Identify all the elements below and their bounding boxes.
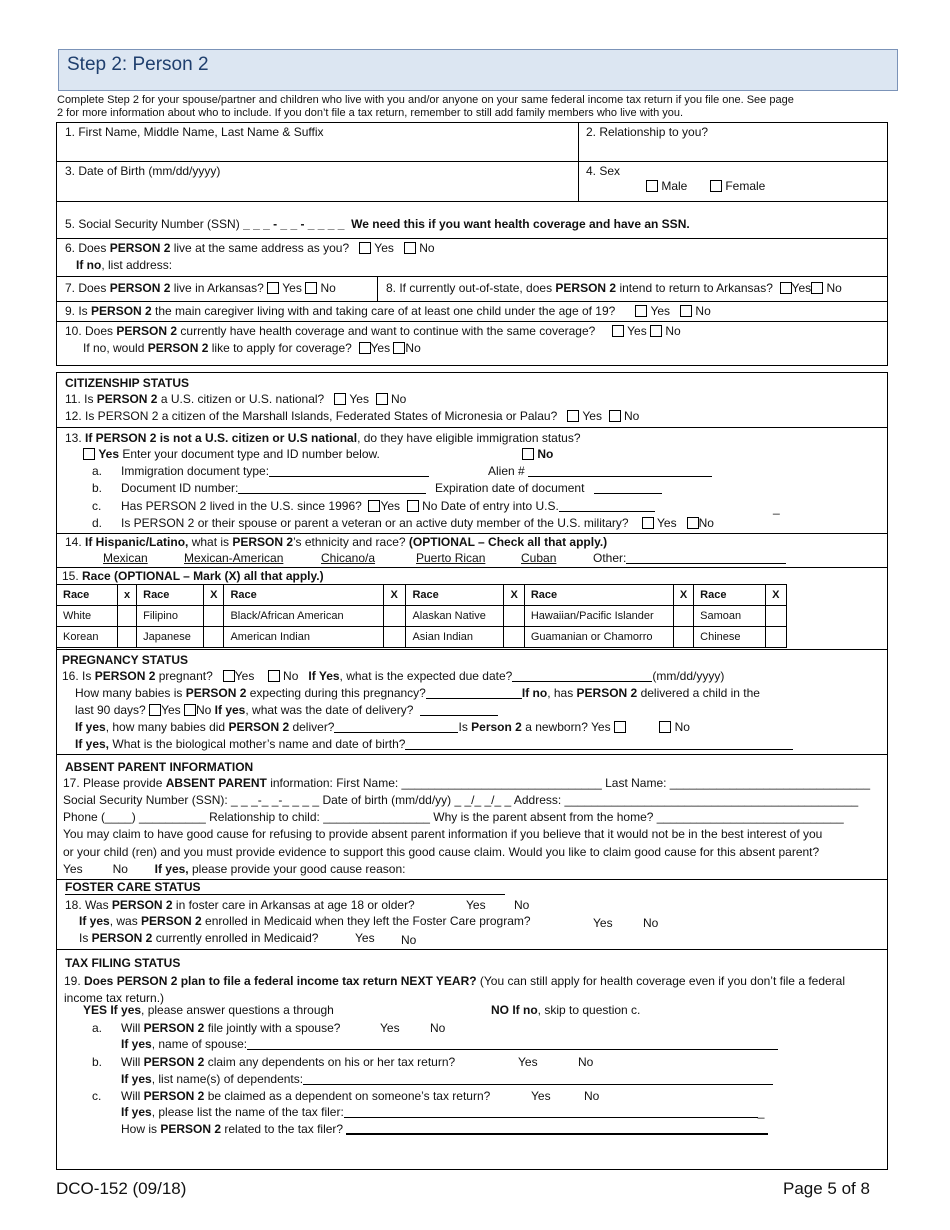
item-d-letter: d. xyxy=(92,516,103,530)
claim-dependents-no[interactable]: No xyxy=(578,1055,594,1069)
apply-coverage-no-checkbox[interactable] xyxy=(393,342,405,354)
race-mark-cell[interactable] xyxy=(673,627,693,648)
entry-date-tail: _ xyxy=(773,501,780,515)
tax-filer-relationship-field[interactable]: How is PERSON 2 related to the tax filer? xyxy=(121,1122,768,1137)
absent-parent-ssn-row[interactable]: Social Security Number (SSN): _ _ _-_ _-_ _ _ _ Date of birth (mm/dd/yy) _ _/_ _/_ _ Address: ____________________________________________ xyxy=(63,793,859,807)
tax-filing-question-cont: income tax return.) xyxy=(64,991,165,1005)
tax-filer-name-field[interactable]: If yes, please list the name of the tax filer: _ xyxy=(121,1105,765,1119)
coverage-no-checkbox[interactable] xyxy=(650,325,662,337)
current-medicaid-no[interactable]: No xyxy=(401,933,417,947)
absent-parent-phone-row[interactable]: Phone (____) __________ Relationship to child: ________________ Why is the parent absent from the home? ____________________________ xyxy=(63,810,844,824)
race-label: White xyxy=(57,606,118,627)
race-table-row xyxy=(57,606,787,627)
foster-care-question: 18. Was PERSON 2 in foster care in Arkansas at age 18 or older? xyxy=(65,898,415,912)
pregnant-no-checkbox[interactable] xyxy=(268,670,280,682)
sex-label: 4. Sex xyxy=(586,164,621,178)
immigration-yes-option[interactable]: Yes Enter your document type and ID number below. xyxy=(83,447,380,462)
return-arkansas-no-checkbox[interactable] xyxy=(811,282,823,294)
step-header xyxy=(58,49,898,91)
race-mark-cell[interactable] xyxy=(204,606,224,627)
ethnicity-option-mexican-american[interactable]: Mexican-American xyxy=(184,551,284,565)
live-arkansas-no-checkbox[interactable] xyxy=(305,282,317,294)
race-header: Race xyxy=(137,585,204,606)
race-mark-cell[interactable] xyxy=(118,627,137,648)
race-table-row xyxy=(57,627,787,648)
claim-dependents-yes[interactable]: Yes xyxy=(518,1055,538,1069)
pregnancy-heading: PREGNANCY STATUS xyxy=(62,653,189,667)
claimed-dependent-no[interactable]: No xyxy=(584,1089,600,1103)
first-name-field[interactable]: 1. First Name, Middle Name, Last Name & Suffix xyxy=(65,125,324,139)
pregnant-question: 16. Is PERSON 2 pregnant? Yes No If Yes, what is the expected due date? (mm/dd/yyyy) xyxy=(62,669,725,683)
ssn-row[interactable]: 5. Social Security Number (SSN) _ _ _ - _ _ - _ _ _ _ We need this if you want health coverage and have an SSN. xyxy=(65,217,690,231)
spouse-name-field[interactable]: If yes, name of spouse: xyxy=(121,1037,778,1052)
good-cause-question: Yes No If yes, please provide your good cause reason: xyxy=(63,862,406,876)
ethnicity-option-other[interactable]: Other: xyxy=(593,551,786,566)
date-of-birth-field[interactable]: 3. Date of Birth (mm/dd/yyyy) xyxy=(65,164,221,178)
lived-since-1996-question: Has PERSON 2 lived in the U.S. since 1996? Yes No Date of entry into U.S. xyxy=(121,499,655,514)
entry-date-field[interactable] xyxy=(559,500,655,512)
step-title: Step 2: Person 2 xyxy=(67,54,209,75)
ethnicity-option-chicano[interactable]: Chicano/a xyxy=(321,551,376,565)
delivered-recently-question: last 90 days? Yes No If yes, what was the date of delivery? xyxy=(75,703,498,718)
caregiver-yes-checkbox[interactable] xyxy=(635,305,647,317)
race-question: 15. Race (OPTIONAL – Mark (X) all that apply.) xyxy=(62,569,324,583)
file-jointly-question: Will PERSON 2 file jointly with a spouse? xyxy=(121,1021,341,1035)
claim-dependents-question: Will PERSON 2 claim any dependents on his or her tax return? xyxy=(121,1055,456,1069)
foster-medicaid-yes[interactable]: Yes xyxy=(593,916,613,930)
tax-item-a-letter: a. xyxy=(92,1021,103,1035)
newborn-yes-checkbox[interactable] xyxy=(614,721,626,733)
tax-filing-heading: TAX FILING STATUS xyxy=(65,956,181,970)
compact-nation-no-checkbox[interactable] xyxy=(609,410,621,422)
immigration-no-option[interactable]: No xyxy=(522,447,553,462)
same-address-no-checkbox[interactable] xyxy=(404,242,416,254)
good-cause-text-2: or your child (ren) and you must provide evidence to support this good cause claim. Would you like to claim good cause for this absent parent? xyxy=(63,845,820,859)
compact-nation-yes-checkbox[interactable] xyxy=(567,410,579,422)
mark-header: X xyxy=(673,585,693,606)
citizen-no-checkbox[interactable] xyxy=(376,393,388,405)
veteran-yes-checkbox[interactable] xyxy=(642,517,654,529)
immigration-question: 13. If PERSON 2 is not a U.S. citizen or U.S national, do they have eligible immigration status? xyxy=(65,431,581,445)
tax-item-b-letter: b. xyxy=(92,1055,103,1069)
live-arkansas-question: 7. Does PERSON 2 live in Arkansas? Yes No xyxy=(65,281,336,295)
race-label: American Indian xyxy=(224,627,384,648)
due-date-field[interactable] xyxy=(512,670,652,682)
veteran-no-checkbox[interactable] xyxy=(687,517,699,529)
race-header: Race xyxy=(524,585,673,606)
intro-line-1: Complete Step 2 for your spouse/partner and children who live with you and/or anyone on your same federal income tax return if you file one. See page xyxy=(57,94,794,106)
live-arkansas-yes-checkbox[interactable] xyxy=(267,282,279,294)
document-id-field[interactable]: Document ID number: xyxy=(121,481,426,496)
race-label: Hawaiian/Pacific Islander xyxy=(524,606,673,627)
form-number: DCO-152 (09/18) xyxy=(56,1179,187,1198)
race-label: Chinese xyxy=(694,627,766,648)
same-address-question: 6. Does PERSON 2 live at the same address as you? Yes No xyxy=(65,241,435,255)
citizen-yes-checkbox[interactable] xyxy=(334,393,346,405)
race-header: Race xyxy=(406,585,504,606)
race-label: Korean xyxy=(57,627,118,648)
file-jointly-no[interactable]: No xyxy=(430,1021,446,1035)
mother-info-field[interactable]: If yes, What is the biological mother’s name and date of birth? xyxy=(75,737,793,752)
lived-since-1996-no-checkbox[interactable] xyxy=(407,500,419,512)
ethnicity-question: 14. If Hispanic/Latino, what is PERSON 2’s ethnicity and race? (OPTIONAL – Check all that apply.) xyxy=(65,535,608,549)
compact-nation-question: 12. Is PERSON 2 a citizen of the Marshall Islands, Federated States of Micronesia or Palau? Yes No xyxy=(65,409,640,423)
citizen-question: 11. Is PERSON 2 a U.S. citizen or U.S. national? Yes No xyxy=(65,392,407,406)
alien-number-field[interactable]: Alien # xyxy=(488,464,712,479)
lived-since-1996-yes-checkbox[interactable] xyxy=(368,500,380,512)
foster-medicaid-no[interactable]: No xyxy=(643,916,659,930)
page-number: Page 5 of 8 xyxy=(783,1179,870,1198)
intro-line-2: 2 for more information about who to include. If you don’t file a tax return, remember to still add family members who live with you. xyxy=(57,107,684,119)
race-mark-cell[interactable] xyxy=(766,627,786,648)
caregiver-question: 9. Is PERSON 2 the main caregiver living with and taking care of at least one child under the age of 19? Yes No xyxy=(65,304,711,318)
claimed-dependent-question: Will PERSON 2 be claimed as a dependent on someone’s tax return? xyxy=(121,1089,491,1103)
veteran-question: Is PERSON 2 or their spouse or parent a veteran or an active duty member of the U.S. military? Yes No xyxy=(121,516,714,530)
tax-filing-yes-option[interactable]: YES If yes, please answer questions a through xyxy=(83,1003,334,1017)
race-header: Race xyxy=(224,585,384,606)
mark-header: X xyxy=(204,585,224,606)
pregnant-yes-checkbox[interactable] xyxy=(223,670,235,682)
item-a-letter: a. xyxy=(92,464,103,478)
delivered-yes-checkbox[interactable] xyxy=(149,704,161,716)
race-mark-cell[interactable] xyxy=(384,627,406,648)
delivered-no-checkbox[interactable] xyxy=(184,704,196,716)
female-checkbox[interactable] xyxy=(710,180,722,192)
ethnicity-option-puerto-rican[interactable]: Puerto Rican xyxy=(416,551,486,565)
sex-female-option[interactable]: Female xyxy=(710,179,765,194)
race-mark-cell[interactable] xyxy=(118,606,137,627)
tax-filing-no-option[interactable]: NO If no, skip to question c. xyxy=(491,1003,641,1017)
race-label: Black/African American xyxy=(224,606,384,627)
mark-header: x xyxy=(118,585,137,606)
file-jointly-yes[interactable]: Yes xyxy=(380,1021,400,1035)
mark-header: X xyxy=(766,585,786,606)
delivery-date-field[interactable] xyxy=(420,704,498,716)
apply-coverage-yes-checkbox[interactable] xyxy=(359,342,371,354)
return-arkansas-question: 8. If currently out-of-state, does PERSON 2 intend to return to Arkansas? Yes No xyxy=(386,281,842,295)
document-type-field[interactable]: Immigration document type: xyxy=(121,464,429,479)
tax-item-c-letter: c. xyxy=(92,1089,102,1103)
babies-expected-question: How many babies is PERSON 2 expecting during this pregnancy? If no, has PERSON 2 delivered a child in the xyxy=(75,686,760,700)
address-if-no[interactable]: If no, list address: xyxy=(76,258,173,272)
babies-delivered-question: If yes, how many babies did PERSON 2 deliver? Is Person 2 a newborn? Yes No xyxy=(75,720,690,734)
male-checkbox[interactable] xyxy=(646,180,658,192)
race-table-header xyxy=(57,585,787,606)
current-medicaid-yes[interactable]: Yes xyxy=(355,931,375,945)
babies-delivered-field[interactable] xyxy=(334,721,458,733)
item-c-letter: c. xyxy=(92,499,102,513)
caregiver-no-checkbox[interactable] xyxy=(680,305,692,317)
race-mark-cell[interactable] xyxy=(673,606,693,627)
race-mark-cell[interactable] xyxy=(384,606,406,627)
absent-parent-heading: ABSENT PARENT INFORMATION xyxy=(65,760,254,774)
race-label: Samoan xyxy=(694,606,766,627)
coverage-question: 10. Does PERSON 2 currently have health coverage and want to continue with the same coverage? Yes No xyxy=(65,324,681,338)
foster-care-no[interactable]: No xyxy=(514,898,530,912)
absent-parent-name-row[interactable]: 17. Please provide ABSENT PARENT information: First Name: ______________________________ Last Name: ______________________________ xyxy=(63,776,871,790)
ethnicity-option-cuban[interactable]: Cuban xyxy=(521,551,557,565)
claimed-dependent-yes[interactable]: Yes xyxy=(531,1089,551,1103)
return-arkansas-yes-checkbox[interactable] xyxy=(780,282,792,294)
race-header: Race xyxy=(694,585,766,606)
newborn-no-checkbox[interactable] xyxy=(659,721,671,733)
race-mark-cell[interactable] xyxy=(204,627,224,648)
tax-filing-question: 19. Does PERSON 2 plan to file a federal income tax return NEXT YEAR? (You can still apply for health coverage even if you don’t file a federal xyxy=(64,974,846,988)
race-label: Asian Indian xyxy=(406,627,504,648)
race-mark-cell[interactable] xyxy=(504,627,524,648)
relationship-field[interactable]: 2. Relationship to you? xyxy=(586,125,709,139)
item-b-letter: b. xyxy=(92,481,103,495)
coverage-yes-checkbox[interactable] xyxy=(612,325,624,337)
expiration-date-field[interactable]: Expiration date of document xyxy=(435,481,662,496)
current-medicaid-question: Is PERSON 2 currently enrolled in Medicaid? xyxy=(79,931,319,945)
race-label: Filipino xyxy=(137,606,204,627)
race-label: Guamanian or Chamorro xyxy=(524,627,673,648)
ethnicity-option-mexican[interactable]: Mexican xyxy=(103,551,148,565)
sex-male-option[interactable]: Male xyxy=(646,179,687,194)
race-label: Alaskan Native xyxy=(406,606,504,627)
race-mark-cell[interactable] xyxy=(504,606,524,627)
citizenship-heading: CITIZENSHIP STATUS xyxy=(65,376,190,390)
apply-coverage-question: If no, would PERSON 2 like to apply for coverage? Yes No xyxy=(83,341,421,355)
mark-header: X xyxy=(384,585,406,606)
immigration-yes-checkbox[interactable] xyxy=(83,448,95,460)
same-address-yes-checkbox[interactable] xyxy=(359,242,371,254)
mark-header: X xyxy=(504,585,524,606)
foster-care-heading: FOSTER CARE STATUS xyxy=(65,881,505,895)
good-cause-yes[interactable]: Yes xyxy=(63,862,83,876)
good-cause-no[interactable]: No xyxy=(112,862,128,876)
foster-care-yes[interactable]: Yes xyxy=(466,898,486,912)
race-table xyxy=(56,584,787,648)
race-mark-cell[interactable] xyxy=(766,606,786,627)
babies-expected-field[interactable] xyxy=(426,687,522,699)
race-label: Japanese xyxy=(137,627,204,648)
foster-medicaid-question: If yes, was PERSON 2 enrolled in Medicaid when they left the Foster Care program? xyxy=(79,914,531,928)
race-header: Race xyxy=(57,585,118,606)
good-cause-text-1: You may claim to have good cause for refusing to provide absent parent information if you believe that it would not be in the best interest of you xyxy=(63,827,823,841)
dependents-names-field[interactable]: If yes, list name(s) of dependents: xyxy=(121,1072,773,1087)
immigration-no-checkbox[interactable] xyxy=(522,448,534,460)
